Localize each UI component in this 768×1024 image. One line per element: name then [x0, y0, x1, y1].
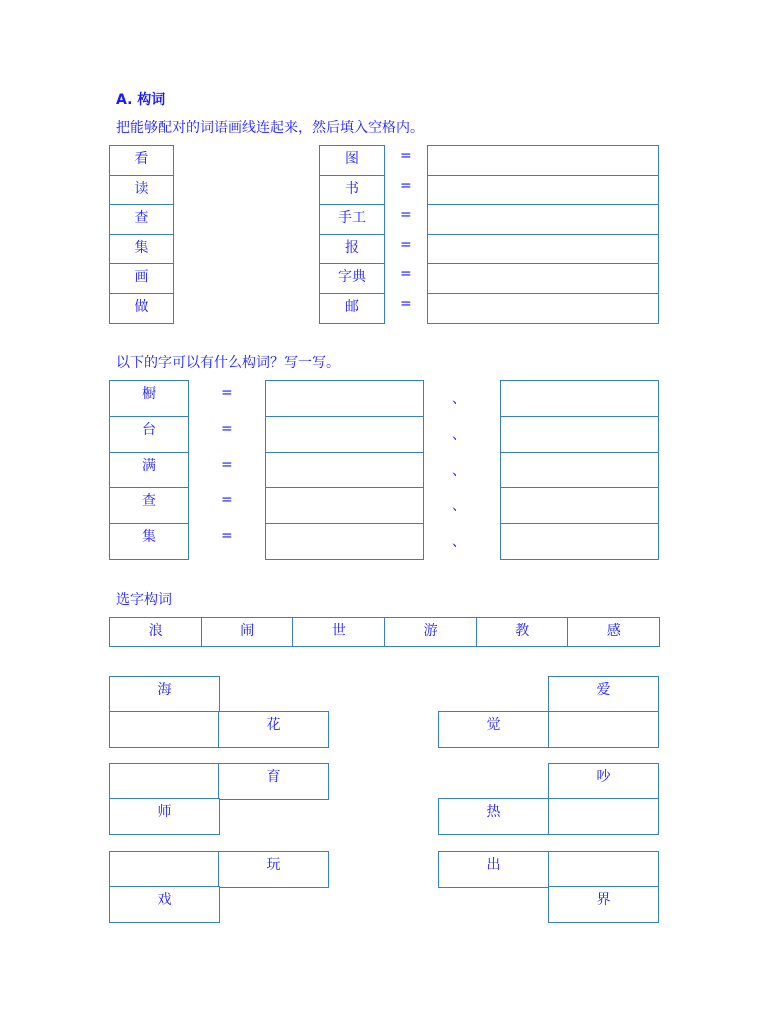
puzzle-cell: 觉	[438, 711, 549, 748]
source-char-cell: 满	[109, 452, 189, 489]
puzzle-cell: 戏	[109, 886, 220, 923]
puzzle-cell: 海	[109, 676, 220, 713]
equals-sign: =	[221, 492, 233, 509]
puzzle-cell: 师	[109, 798, 220, 835]
choice-char-cell: 浪	[109, 617, 202, 647]
choice-char-cell: 教	[476, 617, 569, 647]
equals-sign: =	[221, 456, 233, 473]
equals-sign: =	[400, 148, 412, 164]
equals-sign: =	[400, 236, 412, 253]
puzzle-cell: 出	[438, 851, 549, 888]
separator-mark: 、	[452, 391, 466, 407]
separator-mark: 、	[452, 426, 466, 443]
answer-box[interactable]	[500, 452, 659, 489]
right-word-cell: 邮	[319, 293, 385, 324]
answer-box[interactable]	[265, 452, 424, 489]
source-char-cell: 查	[109, 487, 189, 524]
puzzle-cell: 界	[548, 886, 659, 923]
equals-sign: =	[400, 266, 412, 282]
puzzle-cell: 爱	[548, 676, 659, 713]
equals-sign: =	[221, 420, 233, 437]
puzzle-answer-cell[interactable]	[548, 711, 659, 748]
source-char-cell: 台	[109, 416, 189, 453]
right-word-cell: 字典	[319, 263, 385, 294]
answer-box[interactable]	[265, 487, 424, 524]
separator-mark: 、	[452, 534, 466, 551]
choice-char-cell: 游	[384, 617, 477, 647]
answer-box[interactable]	[500, 380, 659, 417]
answer-box[interactable]	[427, 145, 659, 176]
puzzle-answer-cell[interactable]	[548, 851, 659, 888]
right-word-cell: 手工	[319, 204, 385, 235]
right-word-cell: 书	[319, 175, 385, 206]
source-char-cell: 橱	[109, 380, 189, 417]
section-b-instruction: 以下的字可以有什么构词？写一写。	[116, 355, 340, 371]
answer-box[interactable]	[500, 416, 659, 453]
puzzle-cell: 玩	[218, 851, 329, 888]
puzzle-cell: 吵	[548, 763, 659, 800]
equals-sign: =	[400, 295, 412, 312]
answer-box[interactable]	[265, 380, 424, 417]
separator-mark: 、	[452, 498, 466, 515]
puzzle-cell: 热	[438, 798, 549, 835]
left-word-cell: 集	[109, 234, 174, 265]
separator-mark: 、	[452, 462, 466, 479]
section-c-instruction: 选字构词	[116, 592, 172, 608]
answer-box[interactable]	[427, 204, 659, 235]
choice-char-cell: 感	[567, 617, 660, 647]
equals-sign: =	[221, 528, 233, 545]
left-word-cell: 查	[109, 204, 174, 235]
answer-box[interactable]	[427, 234, 659, 265]
puzzle-answer-cell[interactable]	[109, 711, 220, 748]
left-word-cell: 画	[109, 263, 174, 294]
source-char-cell: 集	[109, 523, 189, 560]
answer-box[interactable]	[500, 487, 659, 524]
left-word-cell: 读	[109, 175, 174, 206]
choice-char-cell: 世	[292, 617, 385, 647]
right-word-cell: 图	[319, 145, 385, 176]
answer-box[interactable]	[427, 263, 659, 294]
answer-box[interactable]	[265, 416, 424, 453]
section-a-instruction: 把能够配对的词语画线连起来，然后填入空格内。	[116, 120, 424, 136]
left-word-cell: 做	[109, 293, 174, 324]
section-a-title: A. 构词	[116, 92, 166, 108]
answer-box[interactable]	[265, 523, 424, 560]
answer-box[interactable]	[500, 523, 659, 560]
right-word-cell: 报	[319, 234, 385, 265]
answer-box[interactable]	[427, 293, 659, 324]
puzzle-answer-cell[interactable]	[548, 798, 659, 835]
equals-sign: =	[400, 177, 412, 194]
puzzle-answer-cell[interactable]	[109, 763, 220, 800]
puzzle-cell: 育	[218, 763, 329, 800]
puzzle-cell: 花	[218, 711, 329, 748]
equals-sign: =	[221, 385, 233, 401]
answer-box[interactable]	[427, 175, 659, 206]
puzzle-answer-cell[interactable]	[109, 851, 220, 888]
equals-sign: =	[400, 207, 412, 223]
choice-char-cell: 闹	[201, 617, 294, 647]
left-word-cell: 看	[109, 145, 174, 176]
